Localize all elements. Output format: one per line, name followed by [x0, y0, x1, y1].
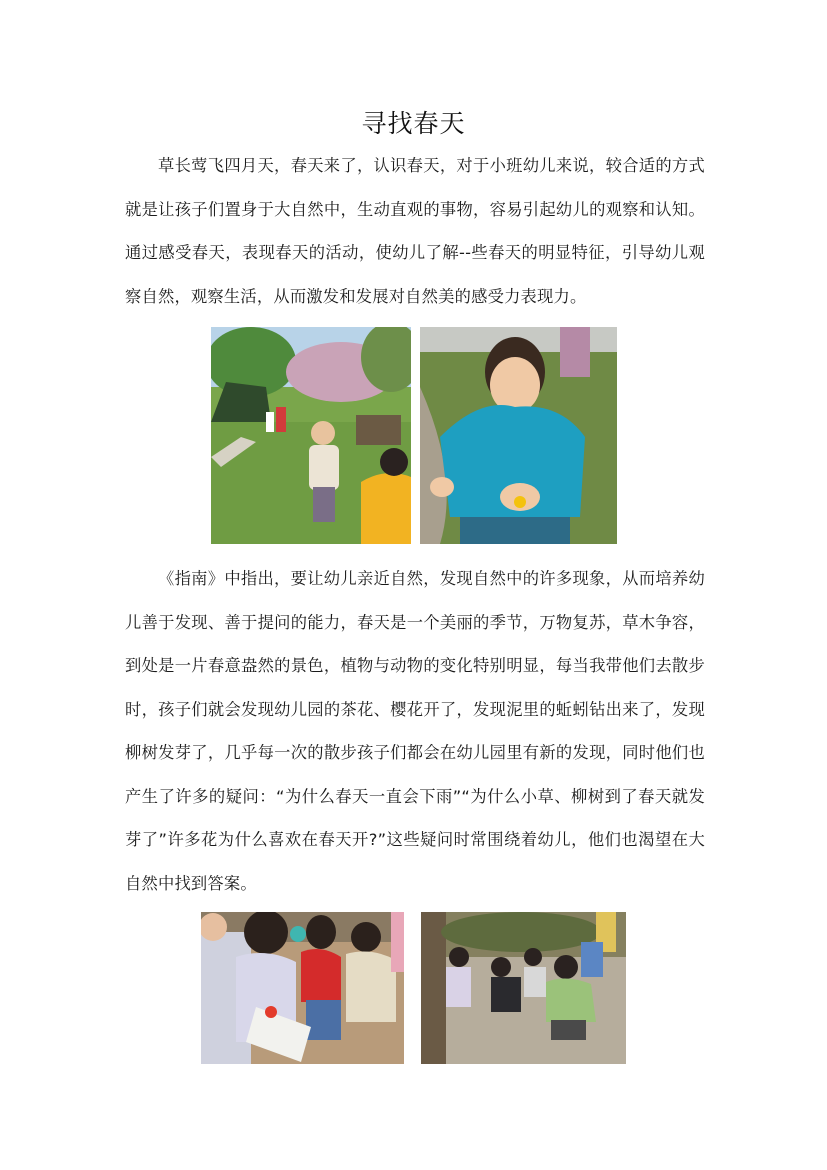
photo-child-holding-flower [420, 327, 617, 544]
photo-children-in-park [211, 327, 411, 544]
document-title: 寻找春天 [361, 109, 466, 138]
paragraph-guide: 《指南》中指出，要让幼儿亲近自然，发现自然中的许多现象，从而培养幼儿善于发现、善于提问的能力，春天是一个美丽的季节，万物复苏，草木争容，到处是一片春意盎然的景色，植物与动物的变化特别明显，每当我带他们去散步时，孩子们就会发现幼儿园的茶花、樱花开了，发现泥里的蚯蚓钻出来了，发现柳树发芽了，几乎每一次的散步孩子们都会在幼儿园里有新的发现，同时他们也产生了许多的疑问：“为什么春天一直会下雨”“为什么小草、柳树到了春天就发芽了”许多花为什么喜欢在春天开?”这些疑问时常围绕着幼儿，他们也渴望在大自然中找到答案。 [125, 569, 705, 893]
photo-children-observing-ground [421, 912, 626, 1064]
photo-children-drawing [201, 912, 404, 1064]
paragraph-intro: 草长莺飞四月天，春天来了，认识春天，对于小班幼儿来说，较合适的方式就是让孩子们置身于大自然中，生动直观的事物，容易引起幼儿的观察和认知。通过感受春天，表现春天的活动，使幼儿了解--些春天的明显特征，引导幼儿观察自然，观察生活，从而激发和发展对自然美的感受力表现力。 [125, 156, 705, 306]
